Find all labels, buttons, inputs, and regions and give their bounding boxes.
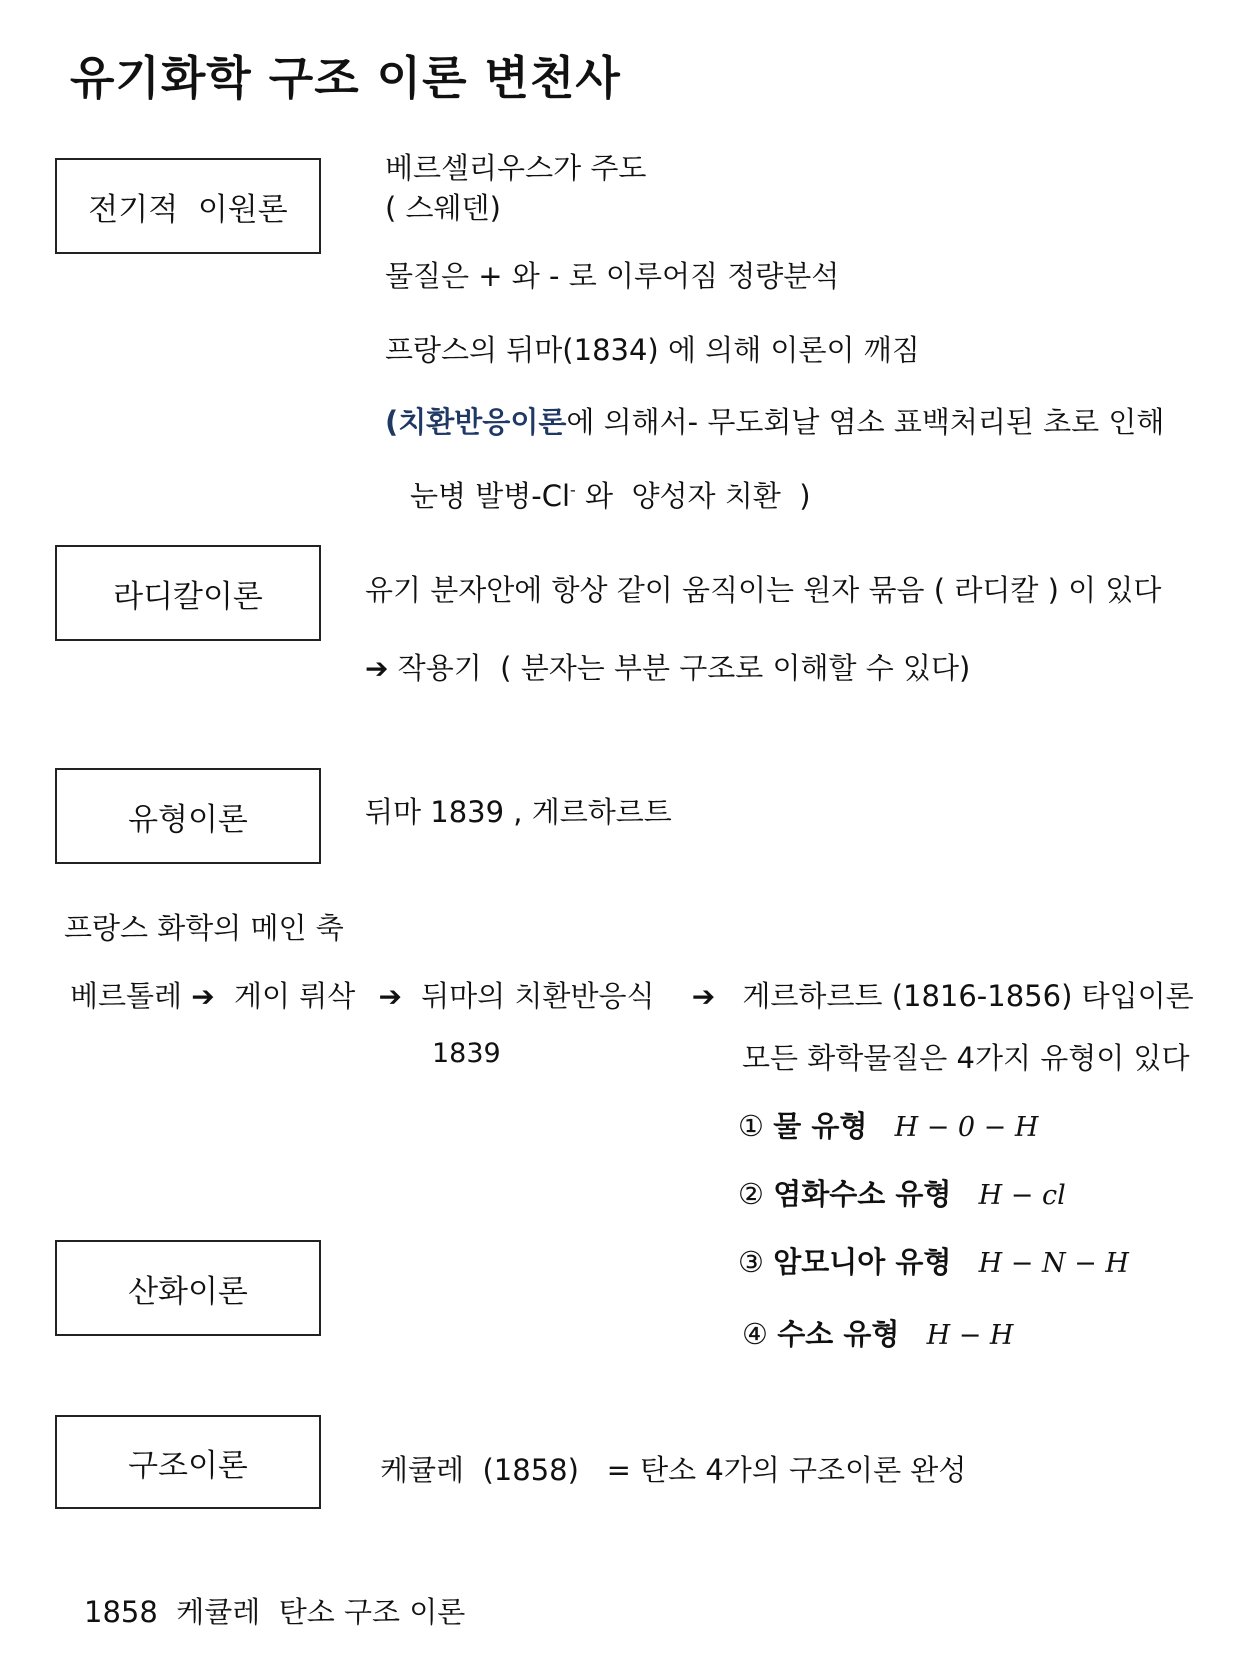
gerhardt-type-theory: 게르하르트 (1816-1856) 타입이론 — [742, 979, 1194, 1013]
substitution-theory-line — [385, 400, 1164, 441]
oxidation-theory-label: 산화이론 — [128, 1273, 248, 1310]
type-item — [738, 1240, 1129, 1281]
kekule-line: 케큘레 (1858) = 탄소 4가의 구조이론 완성 — [380, 1453, 967, 1487]
electrochemical-theory-box — [55, 158, 321, 254]
dumas-line: 프랑스의 뒤마(1834) 에 의해 이론이 깨짐 — [385, 333, 920, 367]
type-formula: H − H — [926, 1320, 1014, 1351]
electrochemical-theory-label: 전기적 이원론 — [88, 191, 288, 228]
french-chemistry-heading: 프랑스 화학의 메인 축 — [64, 911, 344, 945]
berthollet: 베르톨레 — [70, 979, 183, 1013]
french-chemistry-timeline — [70, 974, 1194, 1015]
arrow-right-icon: ➔ — [691, 980, 716, 1013]
radical-theory-label: 라디칼이론 — [113, 578, 263, 615]
dumas-substitution: 뒤마의 치환반응식 — [421, 979, 655, 1013]
type-formula: H − N − H — [978, 1248, 1129, 1279]
oxidation-theory-box — [55, 1240, 321, 1336]
radical-theory-box — [55, 545, 321, 641]
type-theory-label: 유형이론 — [128, 801, 248, 838]
arrow-right-icon: ➔ — [191, 980, 215, 1013]
type-item — [742, 1312, 1013, 1353]
substitution-theory-highlight: 치환반응이론 — [398, 405, 567, 439]
type-formula: H − 0 − H — [894, 1112, 1039, 1143]
berzelius-line: 베르셀리우스가 주도 — [385, 151, 647, 185]
type-number: ② — [738, 1177, 764, 1211]
eye-disease-text: 눈병 발병-Cl — [410, 479, 571, 513]
functional-group-line — [365, 646, 970, 687]
page-title: 유기화학 구조 이론 변천사 — [70, 51, 621, 105]
dumas-year: 1839 — [432, 1038, 501, 1069]
type-item — [738, 1172, 1066, 1213]
type-item — [738, 1104, 1038, 1145]
type-label: 염화수소 유형 — [773, 1177, 952, 1211]
four-types-note: 모든 화학물질은 4가지 유형이 있다 — [742, 1041, 1190, 1075]
arrow-right-icon: ➔ — [365, 652, 389, 685]
paren-open: ( — [385, 405, 399, 439]
functional-group-text: 작용기 ( 분자는 부분 구조로 이해할 수 있다) — [388, 651, 971, 685]
type-label: 암모니아 유형 — [773, 1245, 952, 1279]
type-label: 물 유형 — [773, 1109, 868, 1143]
type-number: ① — [738, 1109, 764, 1143]
eye-disease-line — [410, 474, 811, 515]
type-formula: H − cl — [978, 1180, 1066, 1211]
gay-lussac: 게이 뤼삭 — [233, 979, 356, 1013]
substitution-theory-rest: 에 의해서- 무도회날 염소 표백처리된 초로 인해 — [566, 405, 1165, 439]
type-number: ③ — [738, 1245, 764, 1279]
arrow-right-icon: ➔ — [378, 980, 402, 1013]
radical-description-line: 유기 분자안에 항상 같이 움직이는 원자 묶음 ( 라디칼 ) 이 있다 — [365, 573, 1162, 607]
structure-theory-label: 구조이론 — [128, 1447, 248, 1484]
structure-theory-box — [55, 1415, 321, 1509]
matter-composition-line: 물질은 + 와 - 로 이루어짐 정량분석 — [385, 259, 840, 293]
type-number: ④ — [742, 1317, 768, 1351]
sweden-line: ( 스웨덴) — [385, 191, 501, 225]
footer-note: 1858 케큘레 탄소 구조 이론 — [84, 1595, 466, 1629]
dumas-gerhardt-line: 뒤마 1839 , 게르하르트 — [365, 795, 672, 829]
type-theory-box — [55, 768, 321, 864]
proton-substitution-text: 와 양성자 치환 ) — [575, 479, 811, 513]
type-label: 수소 유형 — [777, 1317, 900, 1351]
chloride-charge: - — [570, 480, 576, 500]
